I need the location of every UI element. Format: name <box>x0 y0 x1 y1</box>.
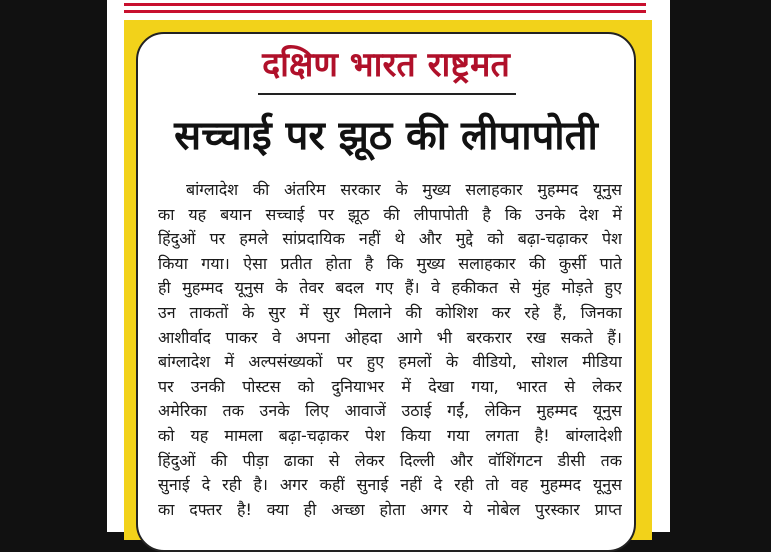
body-line: का दफ्तर है! क्या ही अच्छा होता अगर ये नोबेल पुरस्कार प्राप्त <box>158 499 622 519</box>
body-line: हिंदुओं की पीड़ा ढाका से लेकर दिल्ली और वॉशिंगटन डीसी तक <box>158 450 622 470</box>
body-line: आशीर्वाद पाकर वे अपना ओहदा आगे भी बरकरार रख सकते हैं। <box>158 327 622 347</box>
headline: सच्चाई पर झूठ की लीपापोती <box>174 113 598 159</box>
top-rule-second <box>124 10 646 13</box>
body-line: उन ताकतों के सुर में सुर मिलाने की कोशिश कर रहे हैं, जिनका <box>158 302 622 322</box>
body-line: बांग्लादेश में अल्पसंख्यकों पर हुए हमलों के वीडियो, सोशल मीडिया <box>158 352 622 372</box>
top-rule <box>124 3 646 6</box>
body-line: बांग्लादेश की अंतरिम सरकार के मुख्य सलाहकार मुहम्मद यूनुस <box>186 180 622 199</box>
body-line: को यह मामला बढ़ा-चढ़ाकर पेश किया गया लगता है! बांग्लादेशी <box>158 425 622 445</box>
body-line: किया गया। ऐसा प्रतीत होता है कि मुख्य सलाहकार की कुर्सी पाते <box>158 253 622 273</box>
body-line: पर उनकी पोस्टस को दुनियाभर में देखा गया, भारत से लेकर <box>158 376 622 396</box>
masthead-underline <box>258 93 516 95</box>
body-line: सुनाई दे रही है। अगर कहीं सुनाई नहीं दे रही तो वह मुहम्मद यूनुस <box>158 475 622 495</box>
body-line: का यह बयान सच्चाई पर झूठ की लीपापोती है कि उनके देश में <box>158 204 622 224</box>
masthead: दक्षिण भारत राष्ट्रमत <box>262 45 510 85</box>
body-line: हिंदुओं पर हमले सांप्रदायिक नहीं थे और मुद्दे को बढ़ा-चढ़ाकर पेश <box>158 229 622 249</box>
body-line: अमेरिका तक उनके लिए आवाजें उठाई गईं, लेकिन मुहम्मद यूनुस <box>158 401 622 421</box>
editorial-body <box>158 178 622 522</box>
body-line: ही मुहम्मद यूनुस के तेवर बदल गए हैं। वे हकीकत से मुंह मोड़ते हुए <box>158 278 622 298</box>
